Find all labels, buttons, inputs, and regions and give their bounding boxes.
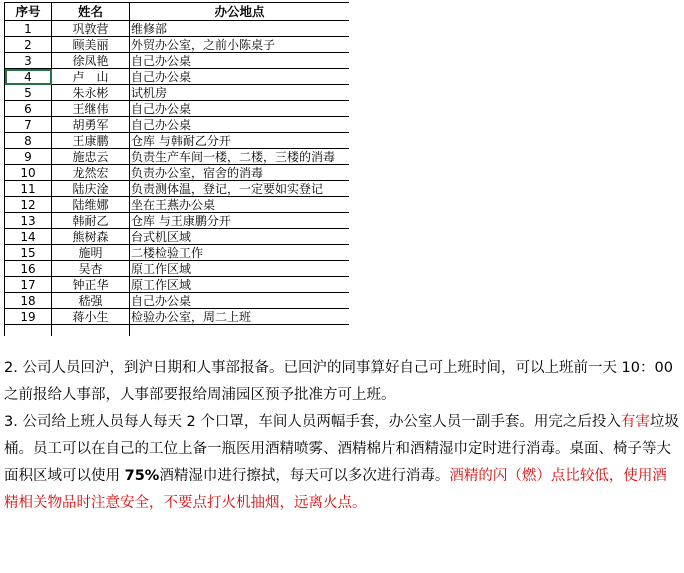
table-row xyxy=(5,21,350,37)
seq-cell[interactable]: 14 xyxy=(5,229,52,245)
office-location-table xyxy=(4,2,349,336)
alcohol-percentage: 75% xyxy=(124,468,160,484)
location-cell[interactable]: 自己办公桌 xyxy=(130,293,350,309)
location-cell[interactable]: 维修部 xyxy=(130,21,350,37)
spreadsheet-table xyxy=(4,2,349,336)
seq-cell[interactable]: 18 xyxy=(5,293,52,309)
location-cell[interactable]: 二楼检验工作 xyxy=(130,245,350,261)
name-cell[interactable]: 顾美丽 xyxy=(52,37,130,53)
table-row xyxy=(5,309,350,325)
seq-cell[interactable]: 12 xyxy=(5,197,52,213)
safety-warning: 酒精的闪（燃）点比较低，使用酒精相关物品时注意安全，不要点打火机抽烟，远离火点。 xyxy=(4,468,667,511)
table-row xyxy=(5,277,350,293)
highlight-harmful: 有害 xyxy=(620,414,650,430)
empty-cell[interactable] xyxy=(52,325,130,337)
table-row xyxy=(5,53,350,69)
empty-cell[interactable] xyxy=(5,325,52,337)
location-cell[interactable]: 仓库 与王康鹏分开 xyxy=(130,213,350,229)
name-cell[interactable]: 王继伟 xyxy=(52,101,130,117)
table-row xyxy=(5,69,350,85)
seq-cell[interactable]: 13 xyxy=(5,213,52,229)
seq-cell[interactable]: 8 xyxy=(5,133,52,149)
location-cell[interactable]: 负责测体温，登记，一定要如实登记 xyxy=(130,181,350,197)
location-cell[interactable]: 原工作区域 xyxy=(130,261,350,277)
seq-cell[interactable]: 7 xyxy=(5,117,52,133)
name-cell[interactable]: 钟正华 xyxy=(52,277,130,293)
table-row xyxy=(5,165,350,181)
location-cell[interactable]: 试机房 xyxy=(130,85,350,101)
name-cell[interactable]: 嵇强 xyxy=(52,293,130,309)
paragraph-2-text: 2. 公司人员回沪，到沪日期和人事部报备。已回沪的同事算好自己可上班时间，可以上班前一天 10：00 之前报给人事部，人事部要报给周浦园区预予批准方可上班。 xyxy=(4,360,673,403)
table-row xyxy=(5,229,350,245)
table-header-row xyxy=(5,3,350,21)
name-cell[interactable]: 徐凤艳 xyxy=(52,53,130,69)
seq-cell[interactable]: 10 xyxy=(5,165,52,181)
location-cell[interactable]: 外贸办公室，之前小陈桌子 xyxy=(130,37,350,53)
name-cell[interactable]: 施忠云 xyxy=(52,149,130,165)
seq-cell[interactable]: 2 xyxy=(5,37,52,53)
location-cell[interactable]: 坐在王燕办公桌 xyxy=(130,197,350,213)
table-row xyxy=(5,85,350,101)
name-cell[interactable]: 施明 xyxy=(52,245,130,261)
seq-cell[interactable]: 17 xyxy=(5,277,52,293)
table-row xyxy=(5,261,350,277)
name-cell[interactable]: 熊树森 xyxy=(52,229,130,245)
seq-cell[interactable]: 4 xyxy=(5,69,52,85)
location-cell[interactable]: 自己办公桌 xyxy=(130,53,350,69)
location-cell[interactable]: 台式机区域 xyxy=(130,229,350,245)
seq-cell[interactable]: 16 xyxy=(5,261,52,277)
name-cell[interactable]: 龙然宏 xyxy=(52,165,130,181)
seq-cell[interactable]: 6 xyxy=(5,101,52,117)
seq-cell[interactable]: 5 xyxy=(5,85,52,101)
location-cell[interactable]: 自己办公桌 xyxy=(130,117,350,133)
seq-cell[interactable]: 19 xyxy=(5,309,52,325)
seq-cell[interactable]: 15 xyxy=(5,245,52,261)
seq-cell[interactable]: 9 xyxy=(5,149,52,165)
paragraph-2 xyxy=(4,355,680,409)
name-cell[interactable]: 韩耐乙 xyxy=(52,213,130,229)
location-cell[interactable]: 自己办公桌 xyxy=(130,69,350,85)
empty-row xyxy=(5,325,350,337)
location-cell[interactable]: 检验办公室，周二上班 xyxy=(130,309,350,325)
header-location[interactable]: 办公地点 xyxy=(130,3,350,21)
location-cell[interactable]: 仓库 与韩耐乙分开 xyxy=(130,133,350,149)
table-row xyxy=(5,181,350,197)
seq-cell[interactable]: 1 xyxy=(5,21,52,37)
table-row xyxy=(5,197,350,213)
name-cell[interactable]: 卢 山 xyxy=(52,69,130,85)
header-name[interactable]: 姓名 xyxy=(52,3,130,21)
paragraph-3-part1: 3. 公司给上班人员每人每天 2 个口罩，车间人员两幅手套，办公室人员一副手套。用完之后投入 xyxy=(4,414,621,430)
name-cell[interactable]: 朱永彬 xyxy=(52,85,130,101)
location-cell[interactable]: 负责生产车间一楼，二楼，三楼的消毒 xyxy=(130,149,350,165)
header-seq[interactable]: 序号 xyxy=(5,3,52,21)
table-row xyxy=(5,245,350,261)
table-row xyxy=(5,149,350,165)
table-row xyxy=(5,213,350,229)
location-cell[interactable]: 原工作区域 xyxy=(130,277,350,293)
name-cell[interactable]: 陆庆淦 xyxy=(52,181,130,197)
paragraph-3-part2: 垃圾桶。员工可以在自己的工位上备一瓶医用酒精喷雾、酒精棉片和酒精湿巾定时进行消毒。桌面、椅子等大面积区域可以使用 xyxy=(4,414,679,484)
table-row xyxy=(5,101,350,117)
table-row xyxy=(5,117,350,133)
paragraph-3-part3: 酒精湿巾进行擦拭，每天可以多次进行消毒。 xyxy=(159,468,450,484)
seq-cell[interactable]: 11 xyxy=(5,181,52,197)
table-row xyxy=(5,293,350,309)
name-cell[interactable]: 胡勇军 xyxy=(52,117,130,133)
name-cell[interactable]: 蒋小生 xyxy=(52,309,130,325)
table-row xyxy=(5,133,350,149)
empty-cell[interactable] xyxy=(130,325,350,337)
name-cell[interactable]: 陆维娜 xyxy=(52,197,130,213)
seq-cell[interactable]: 3 xyxy=(5,53,52,69)
location-cell[interactable]: 负责办公室，宿舍的消毒 xyxy=(130,165,350,181)
table-row xyxy=(5,37,350,53)
paragraph-3 xyxy=(4,409,680,517)
name-cell[interactable]: 王康鹏 xyxy=(52,133,130,149)
name-cell[interactable]: 巩敦营 xyxy=(52,21,130,37)
location-cell[interactable]: 自己办公桌 xyxy=(130,101,350,117)
name-cell[interactable]: 吴杏 xyxy=(52,261,130,277)
